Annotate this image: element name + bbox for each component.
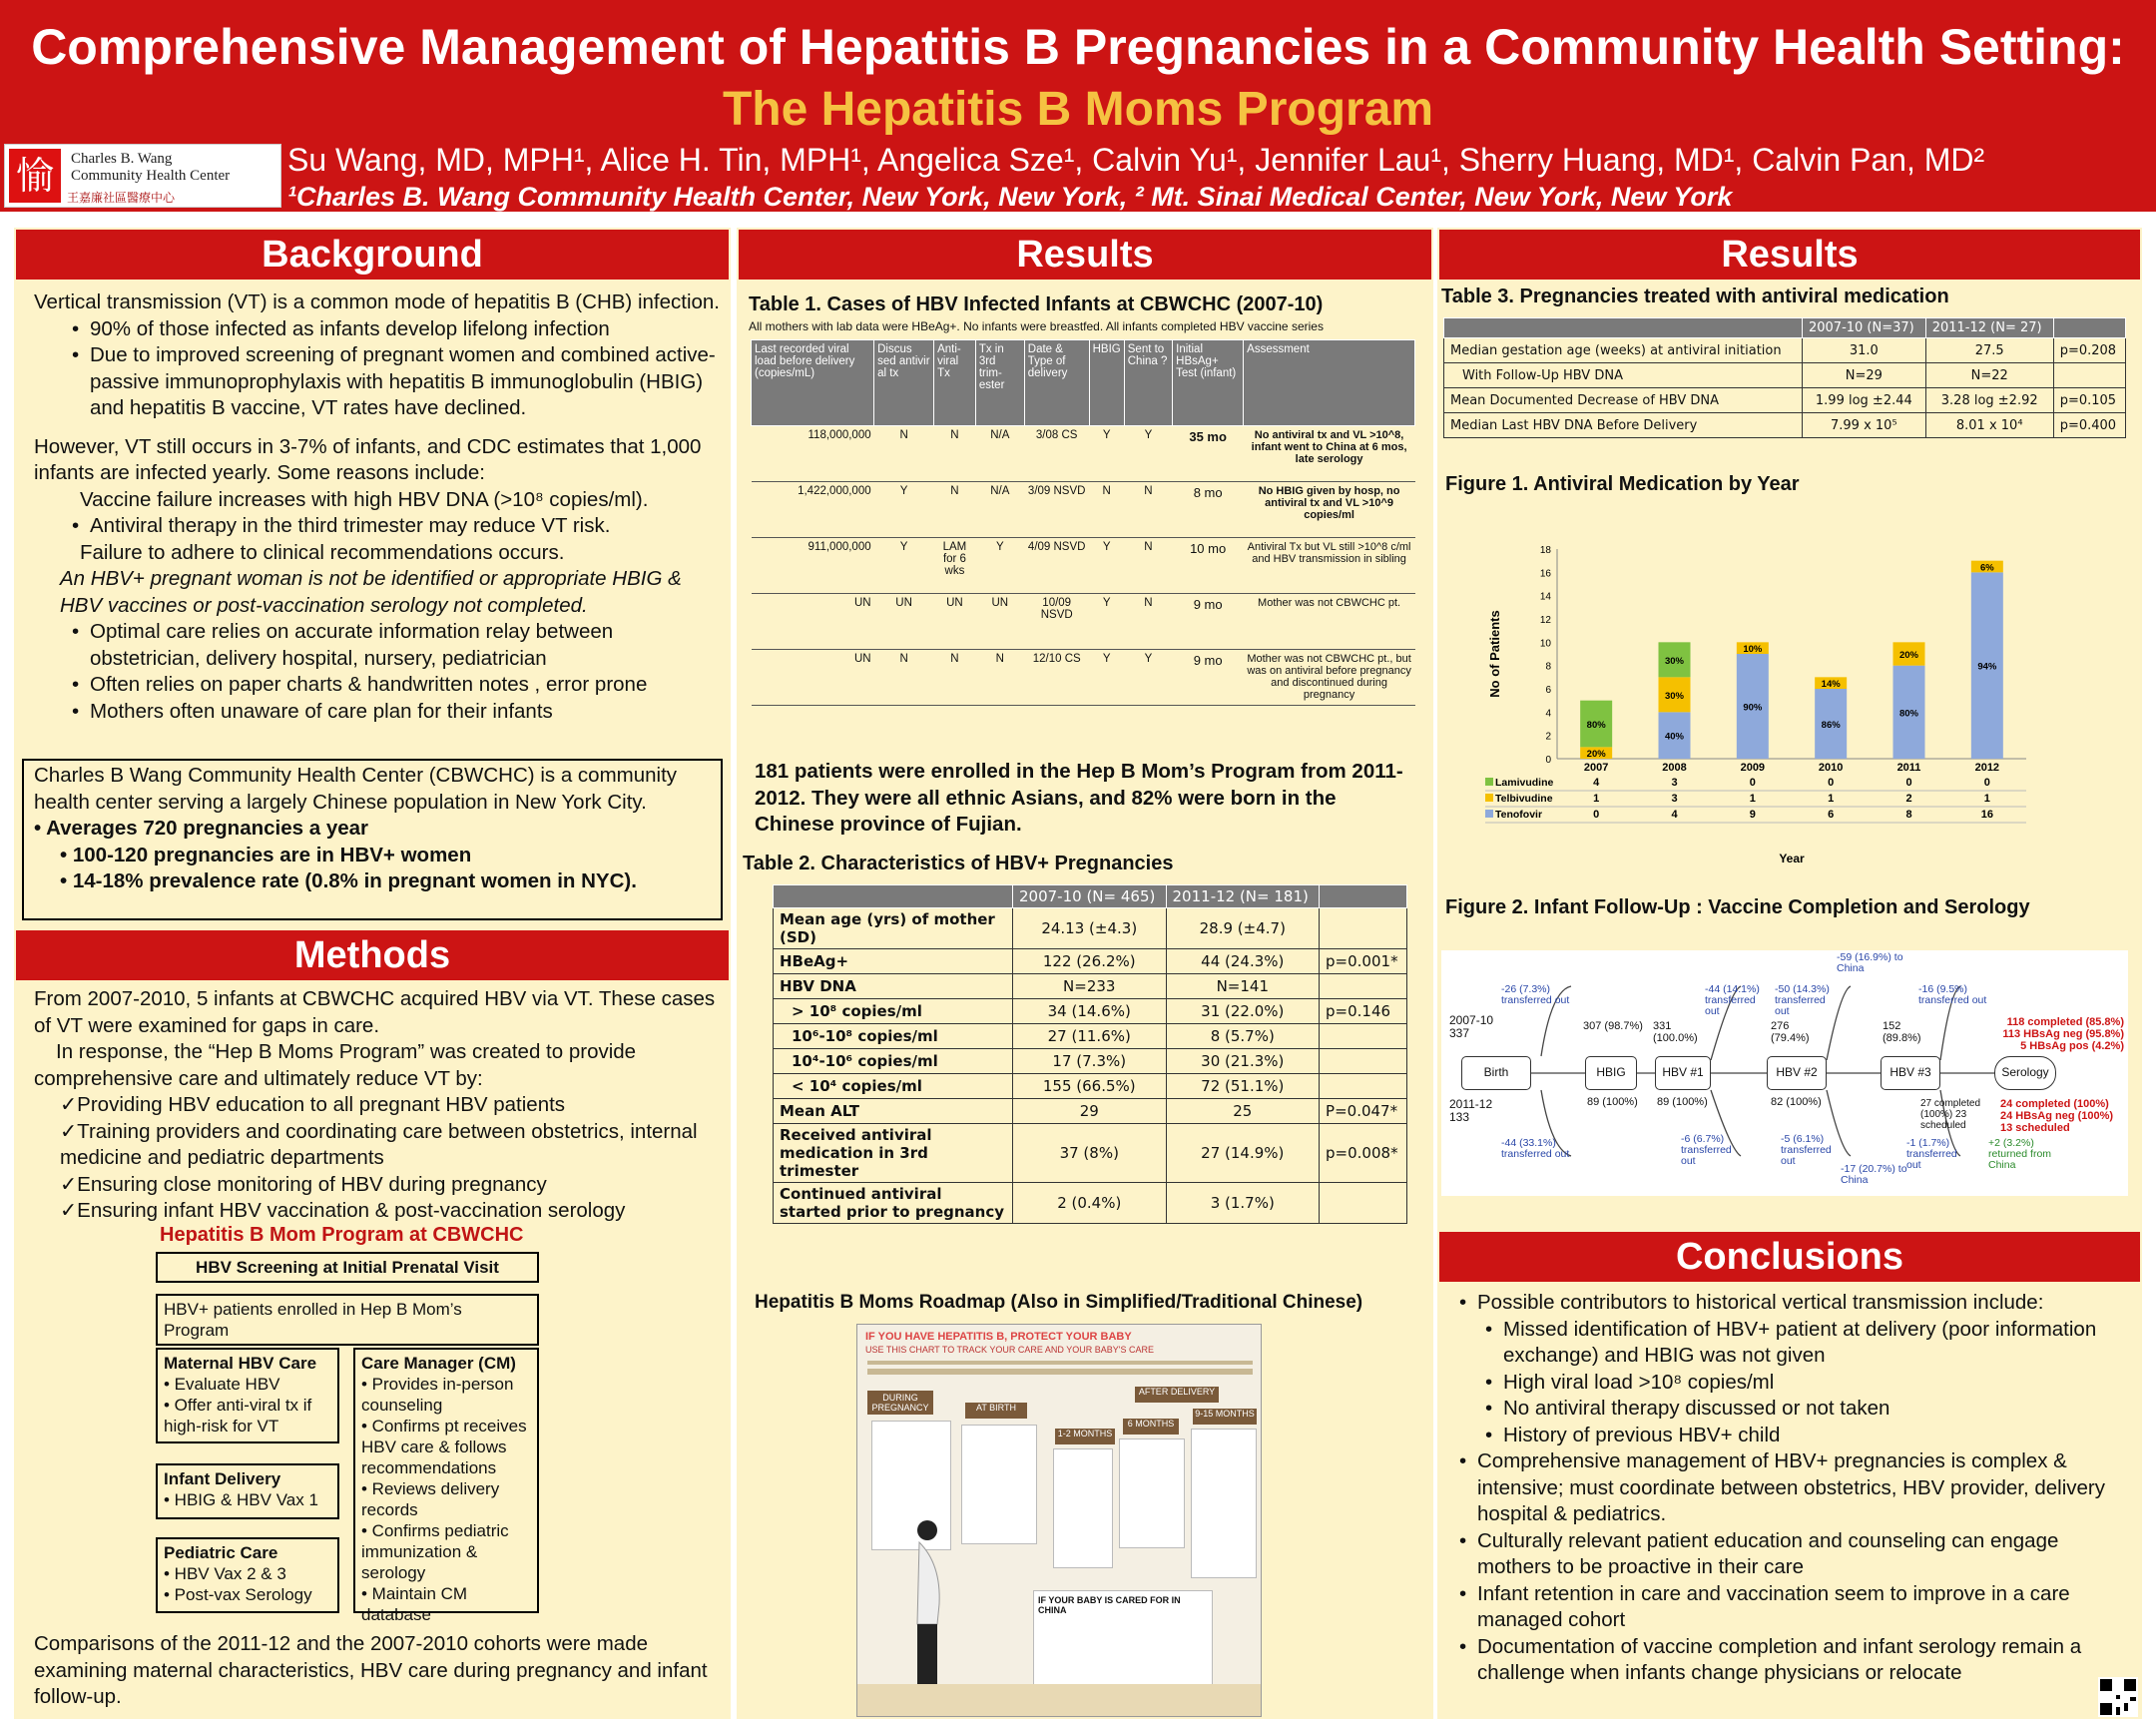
table2-cell: 34 (14.6%) <box>1013 999 1167 1024</box>
table3-cell: 31.0 <box>1802 338 1925 363</box>
table1-cell: 1,422,000,000 <box>752 482 874 538</box>
table3-cell: Mean Documented Decrease of HBV DNA <box>1444 388 1803 413</box>
bar-data-label: 94% <box>1977 661 1997 673</box>
table3-cell: 8.01 x 10⁴ <box>1925 413 2053 438</box>
table-row <box>774 1099 1407 1124</box>
table2-cell: 31 (22.0%) <box>1166 999 1320 1024</box>
table1-header: Discus sed antivir al tx <box>874 340 934 426</box>
table3-header: 2007-10 (N=37) <box>1802 318 1925 338</box>
table1-cell: Y <box>1124 426 1172 482</box>
bar-data-label: 10% <box>1743 644 1763 656</box>
antiviral-bar-chart <box>1477 529 2056 868</box>
followup-flowchart: 2007-10 337 2011-12 133 Birth HBIG HBV #1 HBV #2 HBV #3 Serology -26 (7.3%) transferred out -44 (14.1%) transferred out -50 (14.3%) transferred out -59 (16.9%) to China -16 (9.5%) transferred out 307 (98.7%) 331 (100.0%) 276 (79.4%) 152 (89.8%) 89 (100%) 89 (100%) 82 (100%) 27 completed (100%) 23 scheduled -44 (33.1%) transferred out -6 (6.7%) transferred out -5 (6.1%) transferred out -17 (20.7%) to China -1 (1.7%) transferred out +2 (3.2%) returned from China 118 completed (85.8%) 113 HBsAg neg (95.8%) 5 HBsAg pos (4.2%) 24 completed (100%) 24 HBsAg neg (100%) 13 scheduled <box>1441 950 2128 1196</box>
y-tick-label: 6 <box>1545 685 1551 696</box>
y-tick-label: 18 <box>1539 545 1551 556</box>
cbwchc-logo <box>4 144 281 208</box>
roadmap-sign: 1-2 MONTHS <box>1055 1429 1115 1444</box>
flow-node: HBV #1 <box>1655 1056 1711 1090</box>
table-row <box>1444 413 2126 438</box>
table1-cell: No HBIG given by hosp, no antiviral tx and VL >10^9 copies/ml <box>1244 482 1415 538</box>
conclusions-heading: Conclusions <box>1439 1232 2140 1282</box>
flow-node: HBV #3 <box>1881 1056 1940 1090</box>
y-tick-label: 0 <box>1545 755 1551 766</box>
table1-header: HBIG <box>1089 340 1124 426</box>
cbwchc-info-box: Charles B Wang Community Health Center (CBWCHC) is a community health center serving a largely Chinese population in New York City. • Averages 720 pregnancies a year • 100-120 pregnancies are in HBV+ women • 14-18% prevalence rate (0.8% in pregnant women in NYC). <box>22 759 723 920</box>
bar-data-label: 14% <box>1821 679 1841 691</box>
bar-data-label: 80% <box>1898 708 1919 720</box>
table2-cell: P=0.047* <box>1320 1099 1407 1124</box>
table2-cell: HBV DNA <box>774 974 1013 999</box>
table2-header: 2007-10 (N= 465) <box>1013 885 1167 908</box>
logo-name: Charles B. Wang Community Health Center <box>71 151 231 184</box>
table2-cell: 10⁴-10⁶ copies/ml <box>774 1049 1013 1074</box>
count-label: 276 (79.4%) <box>1771 1020 1810 1044</box>
methods-heading: Methods <box>16 930 729 980</box>
table-row <box>774 974 1407 999</box>
y-tick-label: 8 <box>1545 661 1551 673</box>
count-label: 307 (98.7%) <box>1583 1020 1643 1032</box>
table1-cell: N <box>874 426 934 482</box>
table1-cell: Mother was not CBWCHC pt. <box>1244 594 1415 650</box>
x-axis-label: Year <box>1779 852 1805 865</box>
table1-caption: Table 1. Cases of HBV Infected Infants at CBWCHC (2007-10) <box>749 293 1324 315</box>
table2-cell <box>1320 1183 1407 1224</box>
table2-cell: p=0.001* <box>1320 949 1407 974</box>
table-row <box>752 482 1415 538</box>
table3-cell: With Follow-Up HBV DNA <box>1444 363 1803 388</box>
table3-cell: 3.28 log ±2.92 <box>1925 388 2053 413</box>
table1-header: Date & Type of delivery <box>1024 340 1089 426</box>
table-row <box>1444 338 2126 363</box>
table2-cell: Continued antiviral started prior to pregnancy <box>774 1183 1013 1224</box>
table1-cell: Y <box>874 538 934 594</box>
bar-data-label: 20% <box>1586 749 1606 761</box>
table2-cell: 37 (8%) <box>1013 1124 1167 1183</box>
table2-header: 2011-12 (N= 181) <box>1166 885 1320 908</box>
bar-data-label: 90% <box>1743 702 1763 714</box>
table2-cell: 17 (7.3%) <box>1013 1049 1167 1074</box>
flow-title: Hepatitis B Mom Program at CBWCHC <box>160 1224 524 1246</box>
methods-closing: Comparisons of the 2011-12 and the 2007-2010 cohorts were made examining maternal characteristics, HBV care during pregnancy and infant follow-up. <box>34 1632 708 1708</box>
roadmap-sign: DURING PREGNANCY <box>867 1391 933 1415</box>
conclusions-text: • Possible contributors to historical vertical transmission include: • Missed identification of HBV+ patient at delivery (poor information exchange) and HBIG was not given • High viral load >10⁸ copies/ml • No antiviral therapy discussed or not taken • History of previous HBV+ child • Comprehensive management of HBV+ pregnancies is complex & intensive; must coordinate between obstetrics, HBV provider, delivery hospital & pediatrics. • Culturally relevant patient education and counseling can engage mothers to be proactive in their care • Infant retention in care and vaccination seem to improve in a care managed cohort • Documentation of vaccine completion and infant serology remain a challenge when infants change physicians or relocate <box>1457 1290 2126 1687</box>
table2-cell: 28.9 (±4.7) <box>1166 908 1320 949</box>
table2-cell: p=0.008* <box>1320 1124 1407 1183</box>
roadmap-subtitle: USE THIS CHART TO TRACK YOUR CARE AND YOUR BABY'S CARE <box>865 1345 1154 1355</box>
bar-data-label: 80% <box>1586 720 1606 731</box>
table-value: 1 <box>1983 793 1990 805</box>
care-manager-box: Care Manager (CM) • Provides in-person counseling • Confirms pt receives HBV care & follows recommendations • Reviews delivery records • Confirms pediatric immunization & serology • Maintain CM database <box>353 1348 539 1613</box>
table1-header: Assessment <box>1244 340 1415 426</box>
table1-header: Tx in 3rd trim-ester <box>975 340 1024 426</box>
table1-cell: Antiviral Tx but VL still >10^8 c/ml and HBV transmission in sibling <box>1244 538 1415 594</box>
table3-cell: Median Last HBV DNA Before Delivery <box>1444 413 1803 438</box>
table2-cell: 10⁶-10⁸ copies/ml <box>774 1024 1013 1049</box>
poster-header <box>0 0 2156 212</box>
table2-cell: 72 (51.1%) <box>1166 1074 1320 1099</box>
table2-cell: 155 (66.5%) <box>1013 1074 1167 1099</box>
table3-header <box>1444 318 1803 338</box>
count-label: 152 (89.8%) <box>1883 1020 1921 1044</box>
table1-cell: Y <box>1089 594 1124 650</box>
table1-header: Last recorded viral load before delivery (copies/mL) <box>752 340 874 426</box>
bar-data-label: 20% <box>1898 650 1919 661</box>
table1-cell: UN <box>934 594 976 650</box>
table1-cell: N <box>934 482 976 538</box>
out-label: -44 (14.1%) transferred out <box>1705 983 1760 1017</box>
table2-cell <box>1320 1024 1407 1049</box>
table-row <box>774 1024 1407 1049</box>
table-value: 3 <box>1671 777 1678 789</box>
qr-code-icon <box>2098 1677 2138 1717</box>
table1-cell: Y <box>1124 650 1172 706</box>
table1-cell: N <box>934 650 976 706</box>
table1-header: Sent to China ? <box>1124 340 1172 426</box>
poster-title: Comprehensive Management of Hepatitis B Pregnancies in a Community Health Setting: <box>31 19 2125 75</box>
table1-cell: N <box>1124 594 1172 650</box>
table2-cell: 44 (24.3%) <box>1166 949 1320 974</box>
table2-cell <box>1320 1049 1407 1074</box>
table1-header: Anti-viral Tx <box>934 340 976 426</box>
table3-cell: N=22 <box>1925 363 2053 388</box>
table-value: 0 <box>1905 777 1912 789</box>
table-value: 0 <box>1983 777 1990 789</box>
table2-cell: < 10⁴ copies/ml <box>774 1074 1013 1099</box>
table-row <box>774 1049 1407 1074</box>
x-tick-label: 2012 <box>1974 762 2000 774</box>
table2-cell: 29 <box>1013 1099 1167 1124</box>
count-label: 89 (100%) <box>1657 1096 1708 1108</box>
y-tick-label: 16 <box>1539 568 1551 580</box>
count-label: 89 (100%) <box>1587 1096 1638 1108</box>
table1-cell: 3/09 NSVD <box>1024 482 1089 538</box>
table1-cell: N/A <box>975 482 1024 538</box>
logo-mark-icon: 愉 <box>9 149 61 203</box>
table2 <box>773 884 1407 1224</box>
table-row <box>752 538 1415 594</box>
y-axis-label: No of Patients <box>1487 610 1502 698</box>
bar-data-label: 40% <box>1664 731 1685 743</box>
table2-cell <box>1320 908 1407 949</box>
out-label: -5 (6.1%) transferred out <box>1781 1133 1832 1167</box>
table3-caption: Table 3. Pregnancies treated with antiviral medication <box>1441 286 1949 307</box>
table3 <box>1443 317 2126 438</box>
roadmap-china-box: IF YOUR BABY IS CARED FOR IN CHINA <box>1033 1590 1213 1698</box>
authors: Su Wang, MD, MPH¹, Alice H. Tin, MPH¹, Angelica Sze¹, Calvin Yu¹, Jennifer Lau¹, Sherry Huang, MD¹, Calvin Pan, MD² <box>287 142 1985 178</box>
table1 <box>751 339 1415 706</box>
table1-cell: N <box>874 650 934 706</box>
table1-cell: Y <box>874 482 934 538</box>
table1-cell: N <box>1124 538 1172 594</box>
table2-cell: 30 (21.3%) <box>1166 1049 1320 1074</box>
serology-top: 118 completed (85.8%) 113 HBsAg neg (95.8%) 5 HBsAg pos (4.2%) <box>2002 1016 2124 1052</box>
logo-chinese-name: 王嘉廉社區醫療中心 <box>67 191 176 205</box>
table1-cell: Y <box>1089 538 1124 594</box>
out-label: -44 (33.1%) transferred out <box>1501 1137 1570 1160</box>
table3-cell: p=0.105 <box>2053 388 2125 413</box>
table-value: 6 <box>1828 809 1835 821</box>
roadmap-sign: AT BIRTH <box>965 1403 1027 1419</box>
table-row <box>774 999 1407 1024</box>
x-tick-label: 2010 <box>1818 762 1844 774</box>
table1-cell: N <box>1089 482 1124 538</box>
table1-cell: 10/09 NSVD <box>1024 594 1089 650</box>
table-row <box>774 1074 1407 1099</box>
table-value: 0 <box>1749 777 1756 789</box>
x-tick-label: 2011 <box>1896 762 1921 774</box>
roadmap-caption: Hepatitis B Moms Roadmap (Also in Simplified/Traditional Chinese) <box>755 1292 1363 1313</box>
affiliations: ¹Charles B. Wang Community Health Center, New York, New York, ² Mt. Sinai Medical Center, New York, New York <box>287 182 1733 212</box>
x-tick-label: 2009 <box>1740 762 1766 774</box>
table3-cell: p=0.208 <box>2053 338 2125 363</box>
table-row <box>752 650 1415 706</box>
flow-node: HBV #2 <box>1767 1056 1827 1090</box>
y-tick-label: 10 <box>1539 638 1551 650</box>
table2-cell: 122 (26.2%) <box>1013 949 1167 974</box>
table1-cell: UN <box>752 650 874 706</box>
x-tick-label: 2007 <box>1583 762 1609 774</box>
table1-cell: 3/08 CS <box>1024 426 1089 482</box>
table3-cell: N=29 <box>1802 363 1925 388</box>
out-label: -16 (9.5%) transferred out <box>1918 983 1987 1006</box>
returned-label: +2 (3.2%) returned from China <box>1988 1137 2052 1171</box>
roadmap-sign: AFTER DELIVERY <box>1135 1387 1219 1403</box>
table3-cell: 1.99 log ±2.44 <box>1802 388 1925 413</box>
table2-cell <box>1320 1074 1407 1099</box>
table2-header <box>774 885 1013 908</box>
legend-swatch <box>1485 810 1493 818</box>
legend-swatch <box>1485 778 1493 786</box>
legend-label: Lamivudine <box>1495 777 1554 789</box>
background-text: Vertical transmission (VT) is a common mode of hepatitis B (CHB) infection. • 90% of those infected as infants develop lifelong infection • Due to improved screening of pregnant women and combined active-passive immunoprophylaxis with hepatitis B immunoglobulin (HBIG) and hepatitis B vaccine, VT rates have declined. However, VT still occurs in 3-7% of infants, and CDC estimates that 1,000 infants are infected yearly. Some reasons include: Vaccine failure increases with high HBV DNA (>10⁸ copies/ml). • Antiviral therapy in the third trimester may reduce VT risk. Failure to adhere to clinical recommendations occurs. An HBV+ pregnant woman is not be identified or appropriate HBIG & HBV vaccines or post-vaccination serology not completed. • Optimal care relies on accurate information relay between obstetrician, delivery hospital, nursery, pediatrician • Often relies on paper charts & handwritten notes , error prone • Mothers often unaware of care plan for their infants <box>34 289 723 725</box>
count-label: 82 (100%) <box>1771 1096 1822 1108</box>
table3-cell <box>2053 363 2125 388</box>
table1-header: Initial HBsAg+ Test (infant) <box>1173 340 1244 426</box>
table-row <box>774 1183 1407 1224</box>
table1-cell: Y <box>975 538 1024 594</box>
count-label: 331 (100.0%) <box>1653 1020 1698 1044</box>
table2-cell: Mean age (yrs) of mother (SD) <box>774 908 1013 949</box>
table1-cell: UN <box>874 594 934 650</box>
serology-bottom: 24 completed (100%) 24 HBsAg neg (100%) 13 scheduled <box>2000 1098 2114 1134</box>
table-value: 2 <box>1905 793 1912 805</box>
table1-cell: Y <box>1089 426 1124 482</box>
table2-cell: N=233 <box>1013 974 1167 999</box>
maternal-care-box: Maternal HBV Care • Evaluate HBV • Offer anti-viral tx if high-risk for VT <box>156 1348 339 1443</box>
table1-cell: 911,000,000 <box>752 538 874 594</box>
out-label: -50 (14.3%) transferred out <box>1775 983 1830 1017</box>
roadmap-title: IF YOU HAVE HEPATITIS B, PROTECT YOUR BABY <box>865 1331 1132 1343</box>
table1-cell: UN <box>752 594 874 650</box>
table-row <box>752 594 1415 650</box>
table1-cell: 9 mo <box>1173 594 1244 650</box>
table-row <box>774 1124 1407 1183</box>
table1-cell: 35 mo <box>1173 426 1244 482</box>
bar-data-label: 30% <box>1664 690 1685 702</box>
table-value: 4 <box>1593 777 1600 789</box>
table1-cell: Y <box>1089 650 1124 706</box>
table1-cell: 12/10 CS <box>1024 650 1089 706</box>
table-value: 4 <box>1671 809 1678 821</box>
table3-header <box>2053 318 2125 338</box>
table2-cell <box>1320 974 1407 999</box>
table1-note: All mothers with lab data were HBeAg+. No infants were breastfed. All infants completed HBV vaccine series <box>749 319 1324 333</box>
enrolled-text: 181 patients were enrolled in the Hep B Mom’s Program from 2011-2012. They were all ethnic Asians, and 82% were born in the Chinese province of Fujian. <box>755 760 1403 836</box>
table2-cell: 27 (11.6%) <box>1013 1024 1167 1049</box>
flow-node: HBIG <box>1585 1056 1637 1090</box>
table-value: 0 <box>1593 809 1600 821</box>
table1-cell: UN <box>975 594 1024 650</box>
table1-cell: LAM for 6 wks <box>934 538 976 594</box>
bar-data-label: 86% <box>1821 720 1841 731</box>
table2-cell: 8 (5.7%) <box>1166 1024 1320 1049</box>
table3-cell: p=0.400 <box>2053 413 2125 438</box>
table-row <box>1444 363 2126 388</box>
out-label: -6 (6.7%) transferred out <box>1681 1133 1732 1167</box>
results-heading-mid: Results <box>739 230 1431 280</box>
table2-cell: Mean ALT <box>774 1099 1013 1124</box>
table2-cell: 3 (1.7%) <box>1166 1183 1320 1224</box>
table2-cell: 27 (14.9%) <box>1166 1124 1320 1183</box>
table1-cell: N/A <box>975 426 1024 482</box>
pediatric-care-box: Pediatric Care • HBV Vax 2 & 3 • Post-vax Serology <box>156 1537 339 1613</box>
x-tick-label: 2008 <box>1662 762 1687 774</box>
poster-subtitle: The Hepatitis B Moms Program <box>722 83 1434 136</box>
table2-cell: p=0.146 <box>1320 999 1407 1024</box>
y-tick-label: 14 <box>1539 591 1551 603</box>
legend-label: Telbivudine <box>1495 793 1553 805</box>
y-tick-label: 12 <box>1539 615 1551 626</box>
table-row <box>774 949 1407 974</box>
table-row <box>774 908 1407 949</box>
flow-node: Serology <box>1994 1056 2056 1090</box>
methods-text: From 2007-2010, 5 infants at CBWCHC acquired HBV via VT. These cases of VT were examined for gaps in care. In response, the “Hep B Moms Program” was created to provide comprehensive care and ultimately reduce VT by: ✓Providing HBV education to all pregnant HBV patients ✓Training providers and coordinating care between obstetrics, internal medicine and pediatric departments ✓Ensuring close monitoring of HBV during pregnancy ✓Ensuring infant HBV vaccination & post-vaccination serology <box>34 987 716 1222</box>
out-label: -26 (7.3%) transferred out <box>1501 983 1570 1006</box>
table1-cell: 8 mo <box>1173 482 1244 538</box>
legend-swatch <box>1485 794 1493 802</box>
out-label: -1 (1.7%) transferred out <box>1906 1137 1957 1171</box>
table2-caption: Table 2. Characteristics of HBV+ Pregnancies <box>743 853 1174 874</box>
table-value: 9 <box>1749 809 1756 821</box>
out-label: -17 (20.7%) to China <box>1841 1163 1907 1186</box>
table-value: 8 <box>1905 809 1912 821</box>
roadmap-sign: 9-15 MONTHS <box>1193 1409 1257 1425</box>
bar-data-label: 6% <box>1979 562 1994 574</box>
table-value: 1 <box>1593 793 1600 805</box>
table1-cell: 4/09 NSVD <box>1024 538 1089 594</box>
table1-cell: Mother was not CBWCHC pt., but was on antiviral before pregnancy and discontinued during pregnancy <box>1244 650 1415 706</box>
table1-cell: 118,000,000 <box>752 426 874 482</box>
background-heading: Background <box>16 230 729 280</box>
table-row <box>752 426 1415 482</box>
table-value: 1 <box>1828 793 1835 805</box>
screening-box: HBV Screening at Initial Prenatal Visit <box>156 1252 539 1283</box>
table2-cell: 25 <box>1166 1099 1320 1124</box>
table2-header <box>1320 885 1407 908</box>
table-row <box>1444 388 2126 413</box>
table2-cell: Received antiviral medication in 3rd trimester <box>774 1124 1013 1183</box>
out-label: -59 (16.9%) to China <box>1837 951 1903 974</box>
roadmap-sign: 6 MONTHS <box>1123 1419 1179 1435</box>
fig1-caption: Figure 1. Antiviral Medication by Year <box>1445 473 1800 495</box>
fig2-caption: Figure 2. Infant Follow-Up : Vaccine Completion and Serology <box>1445 896 2030 918</box>
y-tick-label: 4 <box>1545 708 1551 720</box>
table3-cell: 27.5 <box>1925 338 2053 363</box>
table1-cell: N <box>975 650 1024 706</box>
infant-delivery-box: Infant Delivery • HBIG & HBV Vax 1 <box>156 1463 339 1519</box>
legend-label: Tenofovir <box>1495 809 1543 821</box>
bar-data-label: 30% <box>1664 655 1685 667</box>
table3-cell: Median gestation age (weeks) at antiviral initiation <box>1444 338 1803 363</box>
y-tick-label: 2 <box>1545 731 1551 743</box>
table-value: 0 <box>1828 777 1835 789</box>
table1-cell: N <box>1124 482 1172 538</box>
table2-cell: > 10⁸ copies/ml <box>774 999 1013 1024</box>
results-heading-right: Results <box>1439 230 2140 280</box>
table1-cell: N <box>934 426 976 482</box>
table-value: 3 <box>1671 793 1678 805</box>
roadmap-image <box>856 1324 1262 1717</box>
count-label: 27 completed (100%) 23 scheduled <box>1920 1098 1981 1131</box>
table2-cell: 24.13 (±4.3) <box>1013 908 1167 949</box>
enrolled-box: HBV+ patients enrolled in Hep B Mom’s Program <box>156 1294 539 1346</box>
table2-cell: HBeAg+ <box>774 949 1013 974</box>
table1-cell: 9 mo <box>1173 650 1244 706</box>
table3-cell: 7.99 x 10⁵ <box>1802 413 1925 438</box>
table2-cell: N=141 <box>1166 974 1320 999</box>
table1-cell: No antiviral tx and VL >10^8, infant went to China at 6 mos, late serology <box>1244 426 1415 482</box>
table-value: 16 <box>1980 809 1993 821</box>
table-value: 1 <box>1749 793 1756 805</box>
table3-header: 2011-12 (N= 27) <box>1925 318 2053 338</box>
flow-node: Birth <box>1461 1056 1531 1090</box>
table1-cell: 10 mo <box>1173 538 1244 594</box>
table2-cell: 2 (0.4%) <box>1013 1183 1167 1224</box>
